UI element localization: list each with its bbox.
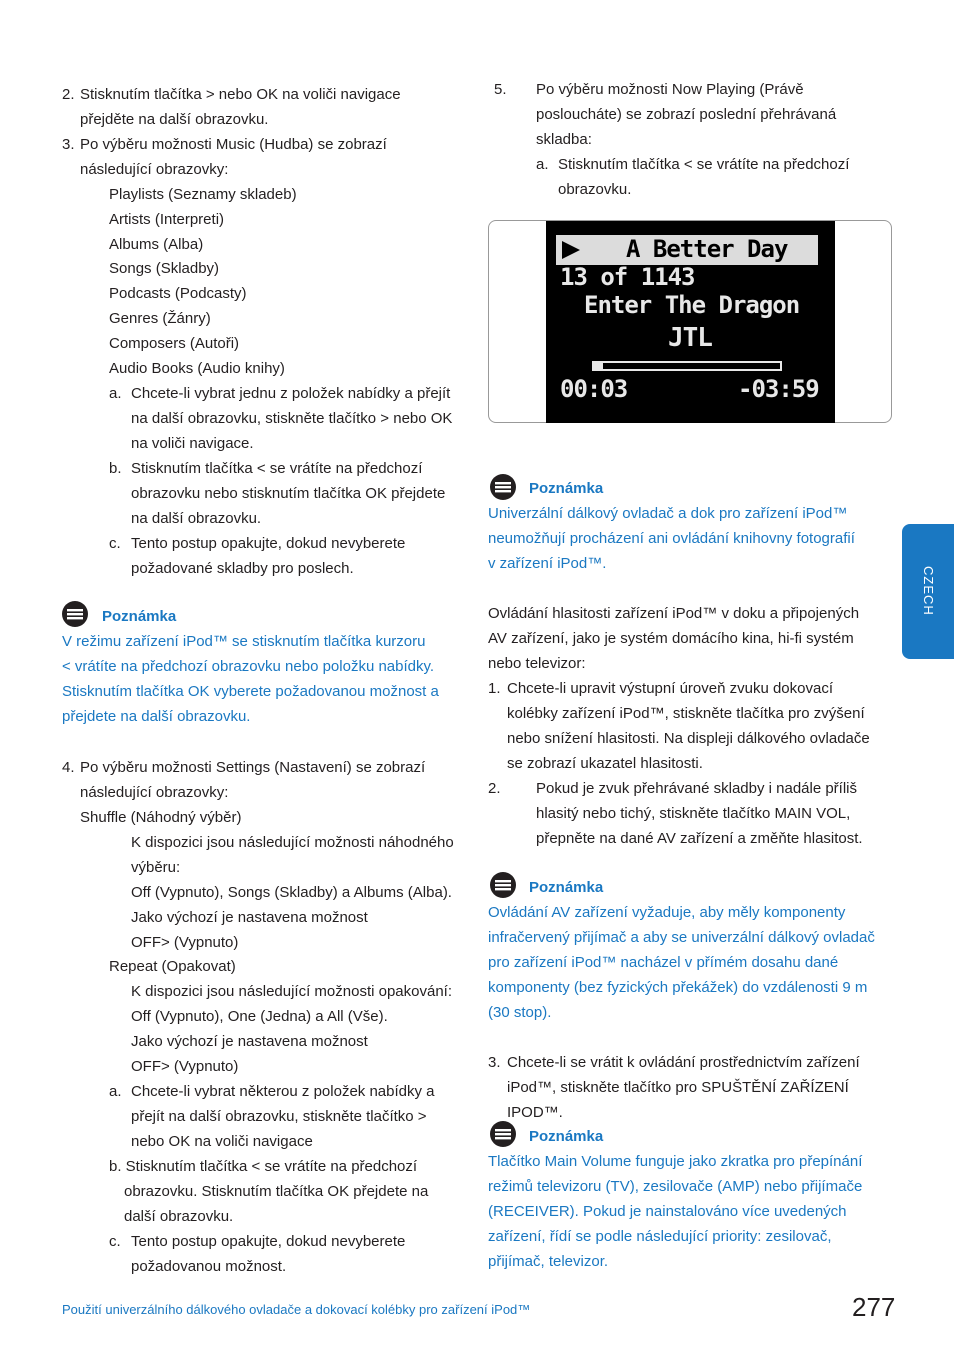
text-line: poslouchátе) se zobrazí poslední přehrávaná xyxy=(536,106,837,123)
text-line: K dispozici jsou následující možnosti náhodného xyxy=(131,834,454,851)
note-line: Stisknutím tlačítka OK vyberete požadovanou možnost a xyxy=(62,683,439,700)
note-line: přijímač, televizor. xyxy=(488,1253,609,1270)
text-line: Podcasts (Podcasty) xyxy=(109,285,247,302)
note-line: < vrátíte na předchozí obrazovku nebo položku nabídky. xyxy=(62,658,435,675)
text-line: následující obrazovky: xyxy=(80,784,229,801)
note-line: Univerzální dálkový ovladač a dok pro zařízení iPod™ xyxy=(488,505,848,522)
text-line: 2. xyxy=(62,86,75,103)
text-line: Playlists (Seznamy skladeb) xyxy=(109,186,297,203)
note-line: V režimu zařízení iPod™ se stisknutím tlačítka kurzoru xyxy=(62,633,426,650)
text-line: výběru: xyxy=(131,859,181,876)
text-line: OFF> (Vypnuto) xyxy=(131,1058,239,1075)
text-line: Audio Books (Audio knihy) xyxy=(109,360,285,377)
text-line: Stisknutím tlačítka < se vrátíte na předchozí xyxy=(558,156,850,173)
text-line: 2. xyxy=(488,780,501,797)
text-line: a. xyxy=(109,1083,122,1100)
text-line: Stisknutím tlačítka < se vrátíte na předchozí xyxy=(131,460,423,477)
text-line: Artists (Interpreti) xyxy=(109,211,225,228)
text-line: na další obrazovku. xyxy=(131,510,262,527)
text-line: hlasitý nebo tichý, stiskněte tlačítko MAIN VOL, xyxy=(536,805,851,822)
text-line: Composers (Autoři) xyxy=(109,335,240,352)
text-line: obrazovku. Stisknutím tlačítka OK přejdete na xyxy=(124,1183,429,1200)
note-title: Poznámka xyxy=(529,480,604,497)
text-line: následující obrazovky: xyxy=(80,161,229,178)
text-line: 3. xyxy=(488,1054,501,1071)
text-line: 4. xyxy=(62,759,75,776)
text-line: c. xyxy=(109,1233,121,1250)
text-line: na voliči navigace. xyxy=(131,435,254,452)
text-line: AV zařízení, jako je systém domácího kina, hi-fi systém xyxy=(488,630,854,647)
note-line: Ovládání AV zařízení vyžaduje, aby měly komponenty xyxy=(488,904,846,921)
text-line: nebo snížení hlasitosti. Na displeji dálkového ovladače xyxy=(507,730,870,747)
note-line: přejdete na další obrazovku. xyxy=(62,708,251,725)
text-line: b. xyxy=(109,460,122,477)
note-line: neumožňují procházení ani ovládání knihovny fotografií xyxy=(488,530,855,547)
text-line: skladba: xyxy=(536,131,592,148)
text-line: Albums (Alba) xyxy=(109,236,204,253)
note-line: zařízení, řídí se podle následující priority: zesilovač, xyxy=(488,1228,832,1245)
text-line: K dispozici jsou následující možnosti opakování: xyxy=(131,983,453,1000)
language-tab-label: CZECH xyxy=(921,566,936,616)
text-line: iPod™, stiskněte tlačítko pro SPUŠTĚNÍ ZAŘÍZENÍ xyxy=(507,1079,849,1096)
text-line: Po výběru možnosti Settings (Nastavení) se zobrazí xyxy=(80,759,426,776)
note-line: Tlačítko Main Volume funguje jako zkratka pro přepínání xyxy=(488,1153,863,1170)
text-line: Jako výchozí je nastavena možnost xyxy=(131,909,368,926)
text-line: 1. xyxy=(488,680,501,697)
note-icon xyxy=(62,601,88,627)
text-line: kolébky zařízení iPod™, stiskněte tlačítka pro zvýšení xyxy=(507,705,865,722)
page-number: 277 xyxy=(852,1292,896,1322)
text-line: 3. xyxy=(62,136,75,153)
note-line: infračervený přijímač a aby se univerzální dálkový ovladač xyxy=(488,929,875,946)
play-icon xyxy=(560,239,582,261)
text-line: přepněte na dané AV zařízení a změňte hlasitost. xyxy=(536,830,863,847)
text-line: Jako výchozí je nastavena možnost xyxy=(131,1033,368,1050)
lcd-remaining: -03:59 xyxy=(738,375,819,403)
text-line: Chcete-li vybrat jednu z položek nabídky a přejít xyxy=(131,385,451,402)
text-line: nebo OK na voliči navigace xyxy=(131,1133,313,1150)
text-line: IPOD™. xyxy=(507,1104,563,1121)
text-line: požadované skladby pro poslech. xyxy=(131,560,354,577)
footer-text: Použití univerzálního dálkového ovladače a dokovací kolébky pro zařízení iPod™ xyxy=(62,1302,531,1317)
text-line: obrazovku nebo stisknutím tlačítka OK přejdete xyxy=(131,485,446,502)
progress-fill xyxy=(594,363,603,369)
text-line: Tento postup opakujte, dokud nevyberete xyxy=(131,535,406,552)
text-line: b. Stisknutím tlačítka < se vrátíte na předchozí xyxy=(109,1158,418,1175)
lcd-album: Enter The Dragon xyxy=(584,291,800,319)
language-tab xyxy=(902,524,954,659)
progress-bar xyxy=(592,361,782,371)
note-line: režimů televizoru (TV), zesilovače (AMP) nebo přijímače xyxy=(488,1178,863,1195)
text-line: Chcete-li se vrátit k ovládání prostřednictvím zařízení xyxy=(507,1054,860,1071)
note-line: v zařízení iPod™. xyxy=(488,555,607,572)
lcd-elapsed: 00:03 xyxy=(560,375,628,403)
ipod-lcd-screen xyxy=(546,221,835,423)
lcd-artist: JTL xyxy=(668,323,712,353)
note-title: Poznámka xyxy=(102,608,177,625)
text-line: Po výběru možnosti Now Playing (Právě xyxy=(536,81,804,98)
text-line: Po výběru možnosti Music (Hudba) se zobrazí xyxy=(80,136,387,153)
text-line: Shuffle (Náhodný výběr) xyxy=(80,809,242,826)
note-line: (30 stop). xyxy=(488,1004,552,1021)
text-line: a. xyxy=(109,385,122,402)
note-icon xyxy=(490,474,516,500)
text-line: přejděte na další obrazovku. xyxy=(80,111,269,128)
text-line: se zobrazí ukazatel hlasitosti. xyxy=(507,755,703,772)
text-line: Off (Vypnuto), Songs (Skladby) a Albums (Alba). xyxy=(131,884,452,901)
note-icon xyxy=(490,872,516,898)
text-line: obrazovku. xyxy=(558,181,632,198)
note-line: komponenty (bez fyzických překážek) do vzdálenosti 9 m xyxy=(488,979,868,996)
text-line: a. xyxy=(536,156,549,173)
text-line: Tento postup opakujte, dokud nevyberete xyxy=(131,1233,406,1250)
text-line: OFF> (Vypnuto) xyxy=(131,934,239,951)
text-line: Pokud je zvuk přehrávané skladby i nadále příliš xyxy=(536,780,858,797)
text-line: Chcete-li vybrat některou z položek nabídky a xyxy=(131,1083,435,1100)
text-line: Stisknutím tlačítka > nebo OK na voliči navigace xyxy=(80,86,401,103)
text-line: c. xyxy=(109,535,121,552)
text-line: Chcete-li upravit výstupní úroveň zvuku dokovací xyxy=(507,680,833,697)
text-line: nebo televizor: xyxy=(488,655,586,672)
text-line: Repeat (Opakovat) xyxy=(109,958,236,975)
text-line: Genres (Žánry) xyxy=(109,310,211,327)
text-line: na další obrazovku, stiskněte tlačítko > nebo OK xyxy=(131,410,453,427)
text-line: Ovládání hlasitosti zařízení iPod™ v doku a připojených xyxy=(488,605,860,622)
note-line: pro zařízení iPod™ nacházel v přímém dosahu dané xyxy=(488,954,839,971)
note-line: (RECEIVER). Pokud je nainstalováno více uvedených xyxy=(488,1203,847,1220)
text-line: Off (Vypnuto), One (Jedna) a All (Vše). xyxy=(131,1008,388,1025)
text-line: další obrazovku. xyxy=(124,1208,234,1225)
note-title: Poznámka xyxy=(529,879,604,896)
text-line: Songs (Skladby) xyxy=(109,260,220,277)
text-line: požadovanou možnost. xyxy=(131,1258,287,1275)
text-line: přejít na další obrazovku, stiskněte tlačítko > xyxy=(131,1108,427,1125)
note-icon xyxy=(490,1121,516,1147)
note-title: Poznámka xyxy=(529,1128,604,1145)
text-line: 5. xyxy=(494,81,507,98)
lcd-track: 13 of 1143 xyxy=(560,263,695,291)
lcd-title: A Better Day xyxy=(626,235,788,263)
